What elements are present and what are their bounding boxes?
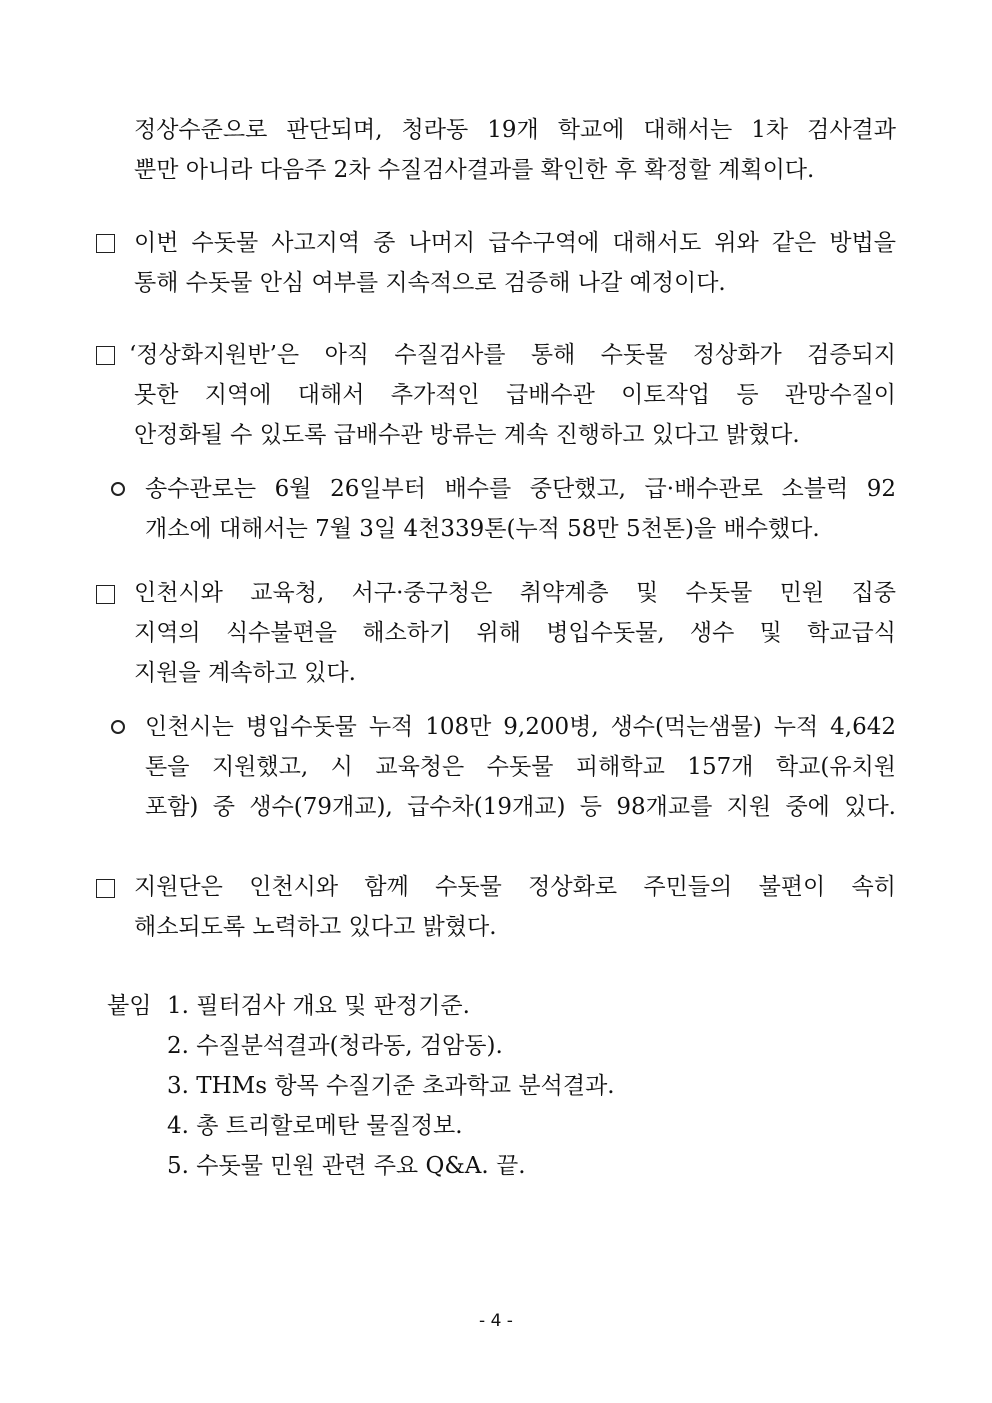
- section3-line-3: 지원을 계속하고 있다.: [134, 660, 356, 686]
- section2-line-2: 못한 지역에 대해서 추가적인 급배수관 이토작업 등 관망수질이: [134, 382, 896, 408]
- section4-line-1: 지원단은 인천시와 함께 수돗물 정상화로 주민들의 불편이 속히: [134, 874, 896, 900]
- page-number: - 4 -: [479, 1311, 513, 1331]
- attachment-item-1: 1. 필터검사 개요 및 판정기준.: [167, 993, 470, 1019]
- section2-sub-line-1: 송수관로는 6월 26일부터 배수를 중단했고, 급·배수관로 소블럭 92: [145, 476, 896, 502]
- circle-bullet-icon: [111, 720, 125, 734]
- section3-line-2: 지역의 식수불편을 해소하기 위해 병입수돗물, 생수 및 학교급식: [134, 620, 896, 646]
- intro-line-1: 정상수준으로 판단되며, 청라동 19개 학교에 대해서는 1차 검사결과: [134, 117, 896, 143]
- attachment-item-4: 4. 총 트리할로메탄 물질정보.: [167, 1113, 463, 1139]
- attachment-label: 붙임: [107, 993, 152, 1019]
- section2-sub-line-2: 개소에 대해서는 7월 3일 4천339톤(누적 58만 5천톤)을 배수했다.: [145, 516, 820, 542]
- checkbox-square-icon: [96, 234, 115, 253]
- section2-line-1: ‘정상화지원반’은 아직 수질검사를 통해 수돗물 정상화가 검증되지: [129, 342, 896, 368]
- attachment-item-3: 3. THMs 항목 수질기준 초과학교 분석결과.: [167, 1073, 615, 1099]
- section3-sub-line-3: 포함) 중 생수(79개교), 급수차(19개교) 등 98개교를 지원 중에 있다.: [145, 794, 896, 820]
- checkbox-square-icon: [96, 585, 115, 604]
- section2-line-3: 안정화될 수 있도록 급배수관 방류는 계속 진행하고 있다고 밝혔다.: [134, 422, 800, 448]
- intro-line-2: 뿐만 아니라 다음주 2차 수질검사결과를 확인한 후 확정할 계획이다.: [134, 157, 815, 183]
- attachment-item-2: 2. 수질분석결과(청라동, 검암동).: [167, 1033, 503, 1059]
- section3-line-1: 인천시와 교육청, 서구·중구청은 취약계층 및 수돗물 민원 집중: [134, 580, 896, 606]
- circle-bullet-icon: [111, 482, 125, 496]
- section3-sub-line-1: 인천시는 병입수돗물 누적 108만 9,200병, 생수(먹는샘물) 누적 4,642: [145, 714, 896, 740]
- section3-sub-line-2: 톤을 지원했고, 시 교육청은 수돗물 피해학교 157개 학교(유치원: [145, 754, 896, 780]
- section1-line-1: 이번 수돗물 사고지역 중 나머지 급수구역에 대해서도 위와 같은 방법을: [134, 230, 896, 256]
- section4-line-2: 해소되도록 노력하고 있다고 밝혔다.: [134, 914, 497, 940]
- checkbox-square-icon: [96, 346, 115, 365]
- checkbox-square-icon: [96, 879, 115, 898]
- section1-line-2: 통해 수돗물 안심 여부를 지속적으로 검증해 나갈 예정이다.: [134, 270, 726, 296]
- attachment-item-5: 5. 수돗물 민원 관련 주요 Q&A. 끝.: [167, 1153, 526, 1179]
